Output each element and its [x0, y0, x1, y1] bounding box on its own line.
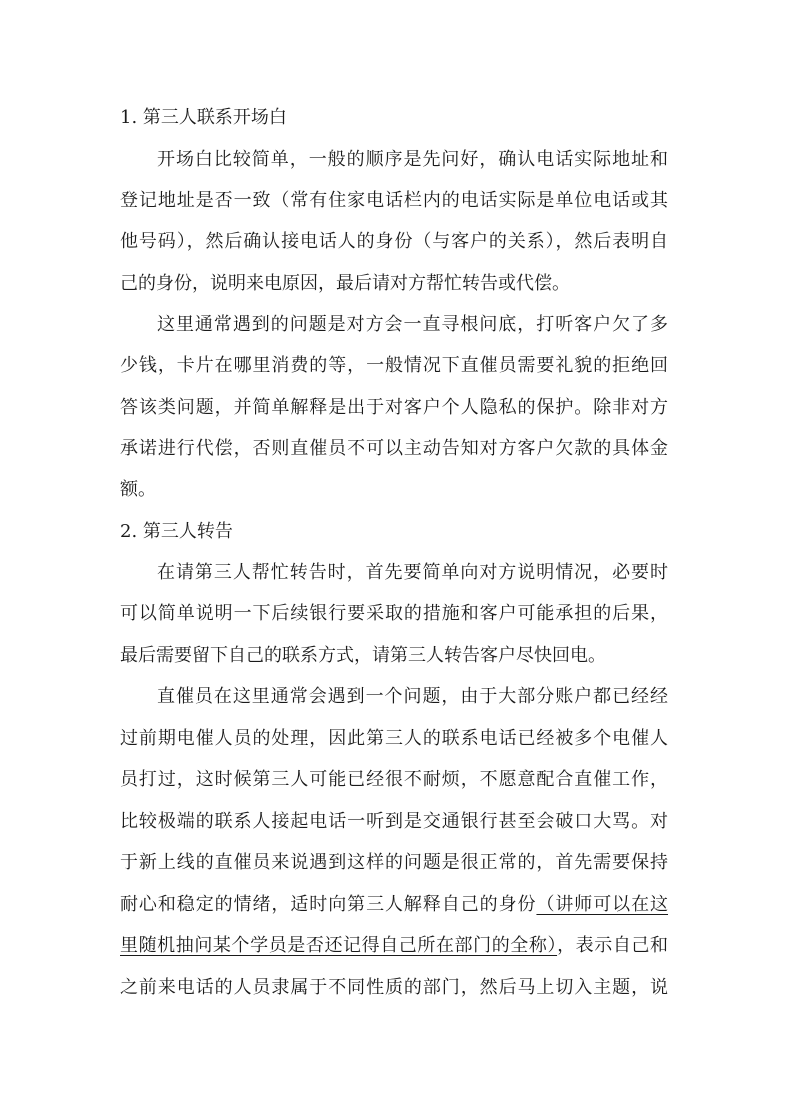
paragraph-line: 少钱，卡片在哪里消费的等，一般情况下直催员需要礼貌的拒绝回 [120, 355, 668, 376]
paragraph-line [120, 893, 668, 917]
paragraph-line: 额。 [120, 479, 156, 500]
paragraph-line: 开场白比较简单，一般的顺序是先问好，确认电话实际地址和 [157, 149, 668, 170]
text-plain: ，表示自己和 [557, 935, 669, 956]
paragraph-line: 在请第三人帮忙转告时，首先要简单向对方说明情况，必要时 [157, 562, 668, 583]
paragraph-line: 比较极端的联系人接起电话一听到是交通银行甚至会破口大骂。对 [120, 811, 668, 832]
paragraph-line: 直催员在这里通常会遇到一个问题，由于大部分账户都已经经 [157, 686, 668, 707]
paragraph-line: 过前期电催人员的处理，因此第三人的联系电话已经被多个电催人 [120, 728, 668, 749]
section-heading-2: 2. 第三人转告 [120, 521, 233, 542]
section-heading-1: 1. 第三人联系开场白 [120, 107, 287, 128]
paragraph-line: 登记地址是否一致（常有住家电话栏内的电话实际是单位电话或其 [120, 190, 668, 211]
text-plain: 耐心和稳定的情绪，适时向第三人解释自己的身份 [120, 894, 537, 915]
paragraph-line: 他号码），然后确认接电话人的身份（与客户的关系），然后表明自 [120, 231, 668, 252]
paragraph-line: 己的身份，说明来电原因，最后请对方帮忙转告或代偿。 [120, 273, 570, 294]
paragraph-line: 之前来电话的人员隶属于不同性质的部门，然后马上切入主题，说 [120, 977, 668, 998]
paragraph-line: 这里通常遇到的问题是对方会一直寻根问底，打听客户欠了多 [157, 314, 668, 335]
paragraph-line: 可以简单说明一下后续银行要采取的措施和客户可能承担的后果， [120, 603, 668, 624]
paragraph-line: 承诺进行代偿，否则直催员不可以主动告知对方客户欠款的具体金 [120, 438, 668, 459]
paragraph-line: 最后需要留下自己的联系方式，请第三人转告客户尽快回电。 [120, 645, 606, 666]
paragraph-line [120, 934, 668, 958]
paragraph-line: 答该类问题，并简单解释是出于对客户个人隐私的保护。除非对方 [120, 397, 668, 418]
paragraph-line: 员打过，这时候第三人可能已经很不耐烦，不愿意配合直催工作， [120, 769, 668, 790]
instructor-note-underlined: （讲师可以在这 [536, 894, 669, 915]
paragraph-line: 于新上线的直催员来说遇到这样的问题是很正常的，首先需要保持 [120, 852, 668, 873]
instructor-note-underlined: 里随机抽问某个学员是否还记得自己所在部门的全称） [120, 935, 558, 956]
